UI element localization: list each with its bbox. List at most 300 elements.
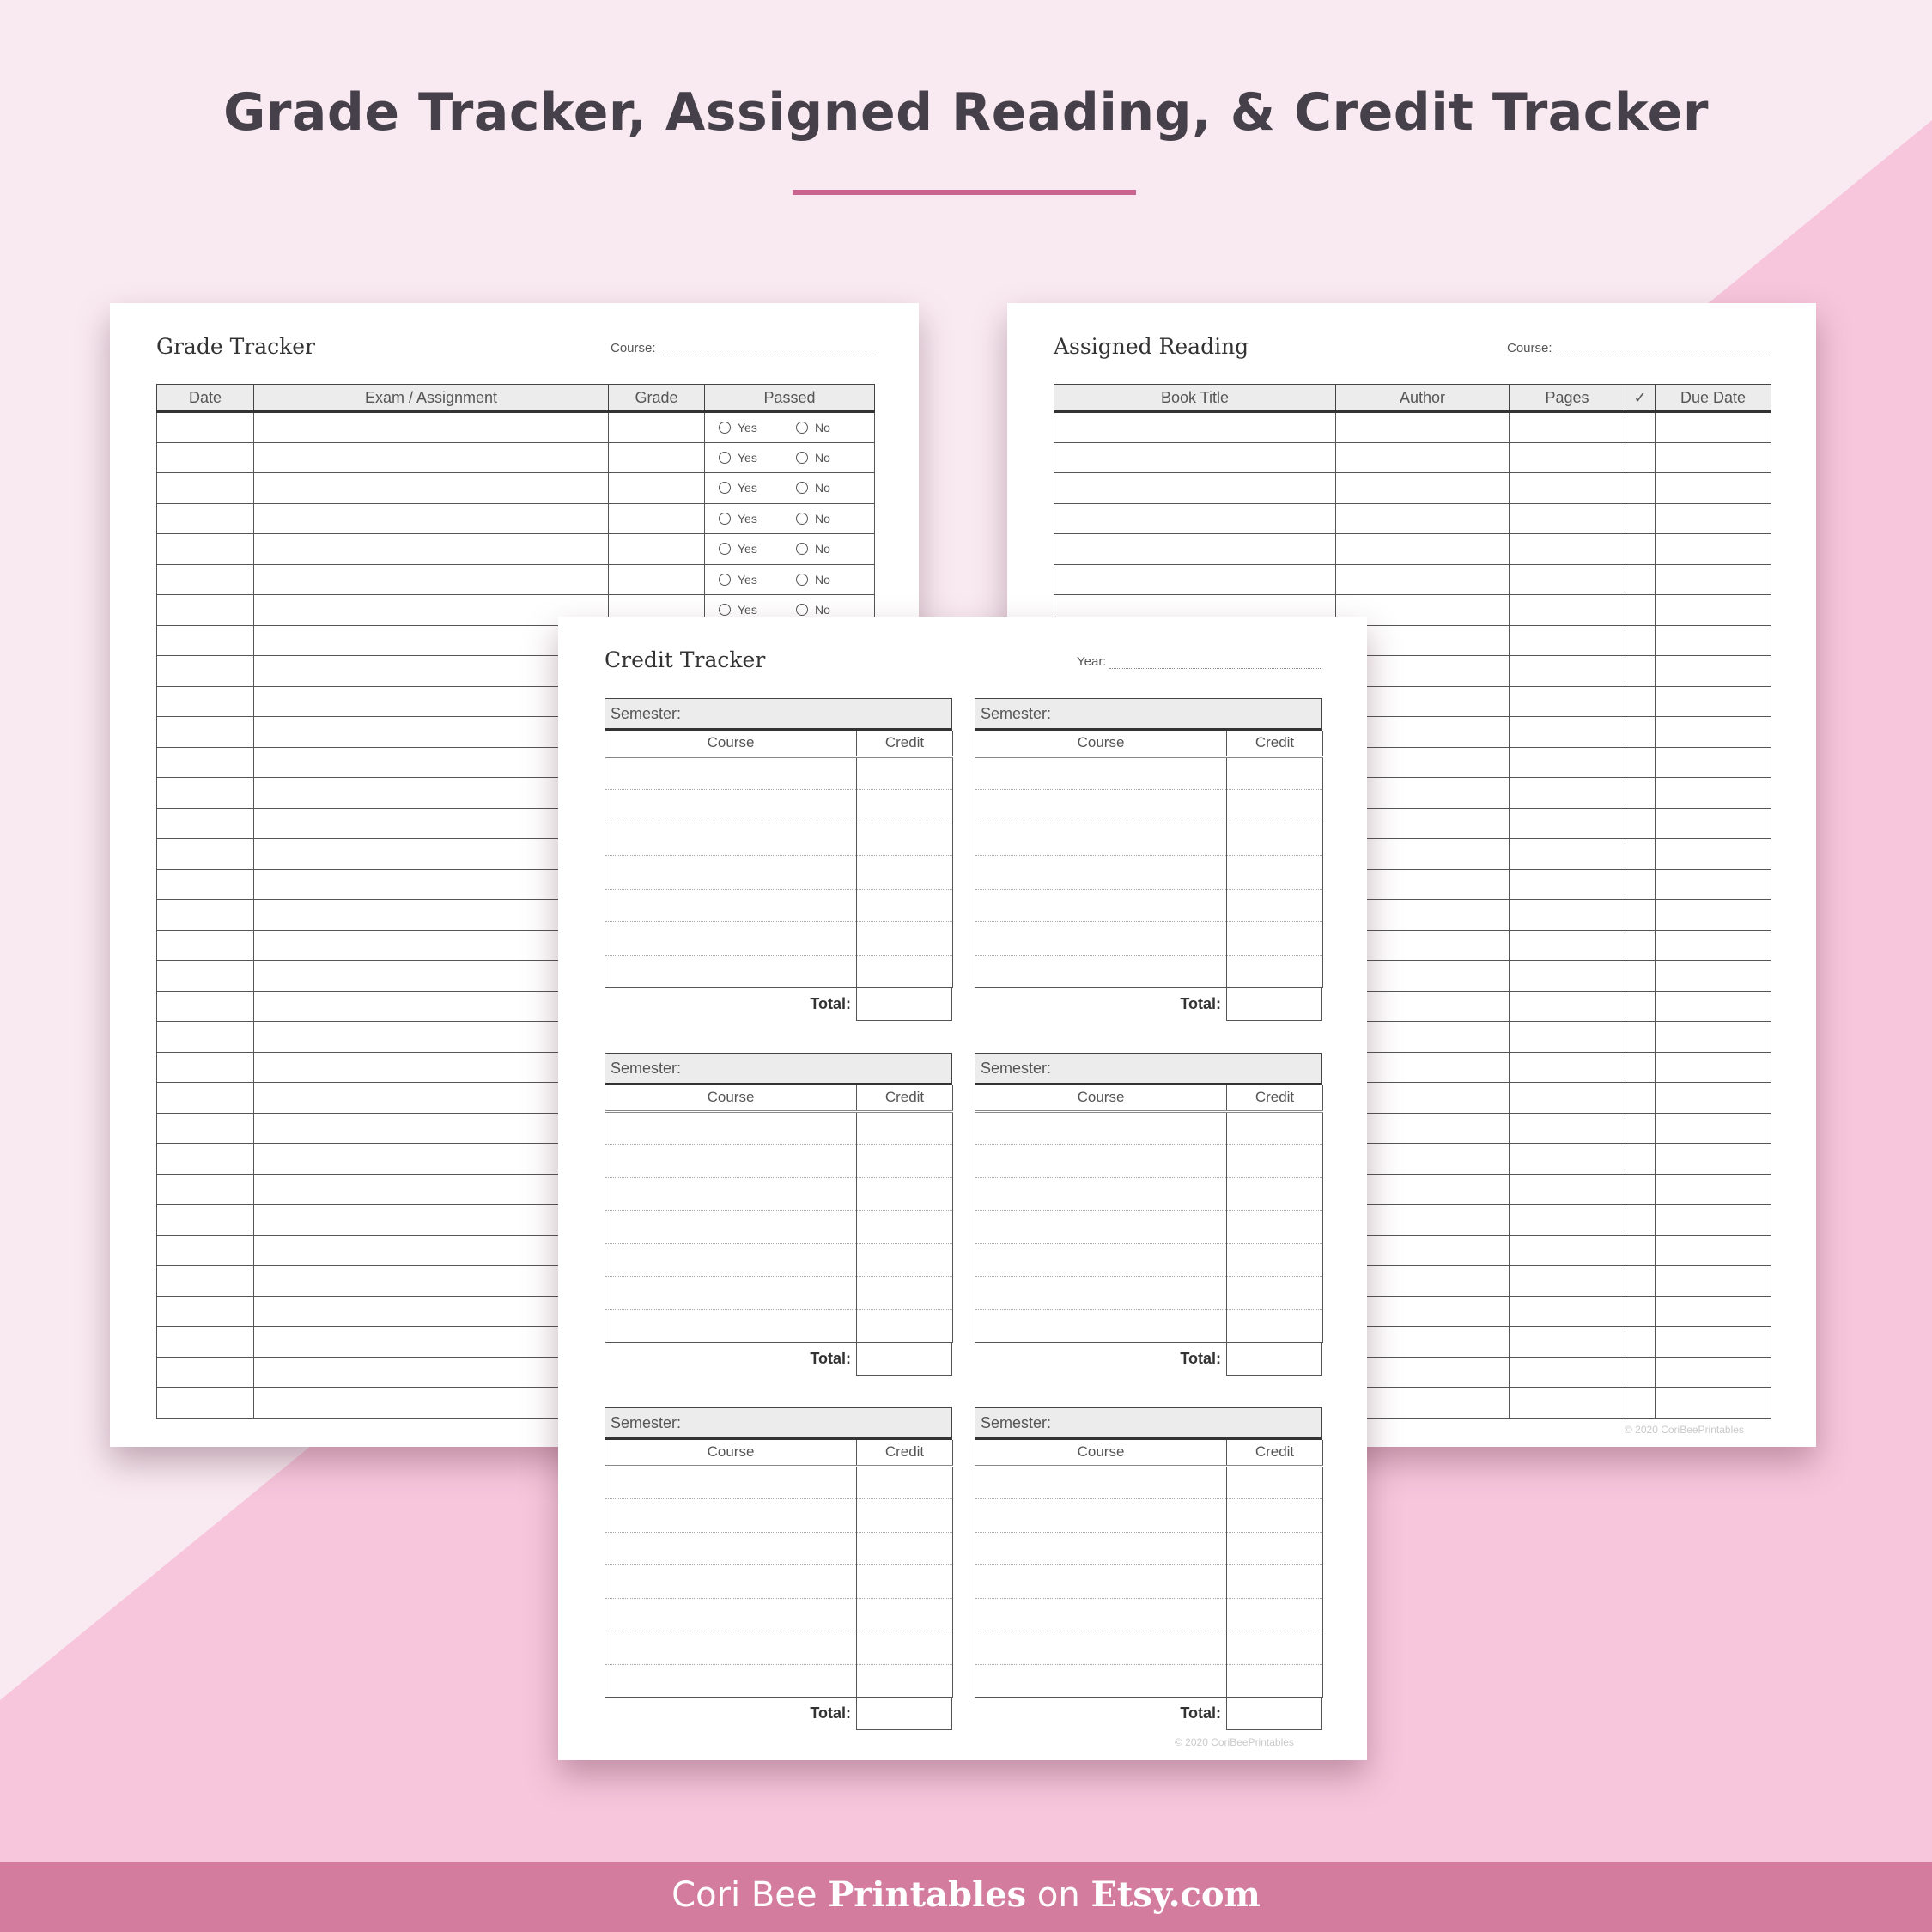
table-cell[interactable] [254, 900, 609, 931]
table-cell[interactable] [254, 747, 609, 778]
check-cell[interactable] [1625, 1266, 1656, 1297]
credit-cell[interactable] [857, 1309, 953, 1343]
course-cell[interactable] [605, 1111, 857, 1145]
table-cell[interactable] [1510, 656, 1625, 687]
check-cell[interactable] [1625, 503, 1656, 534]
table-cell[interactable] [157, 778, 254, 809]
check-cell[interactable] [1625, 1205, 1656, 1236]
table-cell[interactable] [1510, 412, 1625, 443]
table-cell[interactable] [609, 534, 705, 565]
table-cell[interactable] [254, 778, 609, 809]
table-cell[interactable] [1510, 503, 1625, 534]
check-cell[interactable] [1625, 1144, 1656, 1175]
table-cell[interactable] [1656, 1113, 1771, 1144]
table-cell[interactable] [254, 656, 609, 687]
semester-header[interactable] [975, 698, 1322, 731]
table-cell[interactable] [157, 1235, 254, 1266]
course-cell[interactable] [975, 922, 1227, 956]
course-cell[interactable] [605, 790, 857, 823]
table-cell[interactable] [1656, 900, 1771, 931]
semester-header[interactable] [605, 698, 952, 731]
table-cell[interactable] [1656, 961, 1771, 992]
course-cell[interactable] [605, 1565, 857, 1599]
course-cell[interactable] [605, 1499, 857, 1533]
table-cell[interactable] [1510, 1052, 1625, 1083]
table-cell[interactable] [157, 991, 254, 1022]
table-cell[interactable] [157, 1266, 254, 1297]
table-cell[interactable] [157, 1174, 254, 1205]
credit-cell[interactable] [1227, 1466, 1323, 1499]
table-cell[interactable] [157, 473, 254, 504]
credit-cell[interactable] [1227, 756, 1323, 790]
check-cell[interactable] [1625, 534, 1656, 565]
table-cell[interactable] [1656, 686, 1771, 717]
table-cell[interactable] [1656, 1052, 1771, 1083]
table-cell[interactable] [1510, 1144, 1625, 1175]
check-cell[interactable] [1625, 1052, 1656, 1083]
check-cell[interactable] [1625, 412, 1656, 443]
check-cell[interactable] [1625, 1296, 1656, 1327]
table-cell[interactable] [609, 412, 705, 443]
check-cell[interactable] [1625, 900, 1656, 931]
table-cell[interactable] [1336, 564, 1510, 595]
table-cell[interactable] [157, 1296, 254, 1327]
table-cell[interactable] [254, 595, 609, 626]
table-cell[interactable] [254, 1235, 609, 1266]
table-cell[interactable] [1510, 1296, 1625, 1327]
total-field[interactable] [1226, 1343, 1322, 1376]
course-cell[interactable] [605, 955, 857, 988]
no-radio[interactable] [796, 604, 808, 616]
table-cell[interactable] [157, 808, 254, 839]
course-cell[interactable] [605, 889, 857, 922]
table-cell[interactable] [254, 1327, 609, 1358]
table-cell[interactable] [1054, 442, 1336, 473]
table-cell[interactable] [1510, 625, 1625, 656]
table-cell[interactable] [157, 1205, 254, 1236]
table-cell[interactable] [1510, 534, 1625, 565]
table-cell[interactable] [1054, 564, 1336, 595]
no-radio[interactable] [796, 482, 808, 494]
course-cell[interactable] [605, 1211, 857, 1244]
semester-header[interactable] [975, 1407, 1322, 1440]
table-cell[interactable] [1656, 778, 1771, 809]
credit-cell[interactable] [857, 1145, 953, 1178]
course-cell[interactable] [605, 1309, 857, 1343]
table-cell[interactable] [1510, 595, 1625, 626]
credit-cell[interactable] [1227, 1145, 1323, 1178]
table-cell[interactable] [1510, 1113, 1625, 1144]
check-cell[interactable] [1625, 991, 1656, 1022]
table-cell[interactable] [1656, 930, 1771, 961]
credit-cell[interactable] [1227, 823, 1323, 856]
credit-cell[interactable] [857, 790, 953, 823]
table-cell[interactable] [1510, 564, 1625, 595]
table-cell[interactable] [254, 1113, 609, 1144]
table-cell[interactable] [1510, 1174, 1625, 1205]
table-cell[interactable] [254, 1144, 609, 1175]
credit-cell[interactable] [1227, 1631, 1323, 1665]
check-cell[interactable] [1625, 747, 1656, 778]
semester-header[interactable] [605, 1407, 952, 1440]
table-cell[interactable] [157, 747, 254, 778]
table-cell[interactable] [254, 412, 609, 443]
credit-cell[interactable] [1227, 1532, 1323, 1565]
course-cell[interactable] [975, 1466, 1227, 1499]
table-cell[interactable] [157, 625, 254, 656]
table-cell[interactable] [1336, 473, 1510, 504]
table-cell[interactable] [1656, 1022, 1771, 1053]
table-cell[interactable] [1054, 534, 1336, 565]
course-cell[interactable] [975, 1177, 1227, 1211]
yes-radio[interactable] [719, 604, 731, 616]
table-cell[interactable] [609, 442, 705, 473]
table-cell[interactable] [157, 656, 254, 687]
check-cell[interactable] [1625, 686, 1656, 717]
course-cell[interactable] [605, 1277, 857, 1310]
credit-cell[interactable] [1227, 856, 1323, 890]
table-cell[interactable] [254, 625, 609, 656]
credit-cell[interactable] [857, 1211, 953, 1244]
course-cell[interactable] [975, 1565, 1227, 1599]
table-cell[interactable] [1336, 412, 1510, 443]
credit-cell[interactable] [857, 823, 953, 856]
table-cell[interactable] [1656, 1266, 1771, 1297]
credit-cell[interactable] [1227, 889, 1323, 922]
course-cell[interactable] [975, 823, 1227, 856]
course-cell[interactable] [605, 1177, 857, 1211]
course-cell[interactable] [605, 1631, 857, 1665]
no-radio[interactable] [796, 513, 808, 525]
credit-cell[interactable] [857, 856, 953, 890]
credit-cell[interactable] [857, 1111, 953, 1145]
credit-cell[interactable] [857, 1532, 953, 1565]
check-cell[interactable] [1625, 564, 1656, 595]
table-cell[interactable] [157, 1022, 254, 1053]
no-radio[interactable] [796, 452, 808, 464]
table-cell[interactable] [157, 930, 254, 961]
course-cell[interactable] [605, 1466, 857, 1499]
check-cell[interactable] [1625, 1113, 1656, 1144]
check-cell[interactable] [1625, 595, 1656, 626]
table-cell[interactable] [1510, 1327, 1625, 1358]
table-cell[interactable] [1336, 503, 1510, 534]
credit-cell[interactable] [857, 922, 953, 956]
course-cell[interactable] [605, 756, 857, 790]
table-cell[interactable] [254, 961, 609, 992]
credit-cell[interactable] [857, 1664, 953, 1698]
course-cell[interactable] [605, 1532, 857, 1565]
table-cell[interactable] [157, 1144, 254, 1175]
table-cell[interactable] [1336, 442, 1510, 473]
table-cell[interactable] [157, 1083, 254, 1114]
credit-cell[interactable] [1227, 1664, 1323, 1698]
course-cell[interactable] [975, 1243, 1227, 1277]
credit-cell[interactable] [857, 1565, 953, 1599]
course-cell[interactable] [605, 1598, 857, 1631]
table-cell[interactable] [157, 595, 254, 626]
course-cell[interactable] [975, 756, 1227, 790]
check-cell[interactable] [1625, 1327, 1656, 1358]
semester-header[interactable] [605, 1053, 952, 1085]
credit-cell[interactable] [1227, 922, 1323, 956]
table-cell[interactable] [254, 1174, 609, 1205]
table-cell[interactable] [1510, 808, 1625, 839]
credit-cell[interactable] [857, 955, 953, 988]
check-cell[interactable] [1625, 778, 1656, 809]
table-cell[interactable] [1656, 1235, 1771, 1266]
table-cell[interactable] [254, 534, 609, 565]
credit-cell[interactable] [1227, 1598, 1323, 1631]
course-cell[interactable] [975, 1631, 1227, 1665]
table-cell[interactable] [1510, 778, 1625, 809]
semester-header[interactable] [975, 1053, 1322, 1085]
table-cell[interactable] [1656, 442, 1771, 473]
table-cell[interactable] [1336, 534, 1510, 565]
table-cell[interactable] [157, 442, 254, 473]
course-cell[interactable] [975, 1532, 1227, 1565]
table-cell[interactable] [157, 961, 254, 992]
yes-radio[interactable] [719, 513, 731, 525]
total-field[interactable] [856, 1343, 952, 1376]
table-cell[interactable] [1054, 412, 1336, 443]
table-cell[interactable] [1054, 473, 1336, 504]
table-cell[interactable] [254, 1022, 609, 1053]
course-cell[interactable] [605, 922, 857, 956]
course-cell[interactable] [975, 955, 1227, 988]
table-cell[interactable] [157, 1113, 254, 1144]
credit-cell[interactable] [1227, 1243, 1323, 1277]
course-cell[interactable] [975, 1309, 1227, 1343]
year-field[interactable] [1109, 668, 1321, 669]
course-cell[interactable] [605, 1243, 857, 1277]
table-cell[interactable] [1656, 839, 1771, 870]
table-cell[interactable] [1510, 900, 1625, 931]
course-cell[interactable] [975, 856, 1227, 890]
table-cell[interactable] [1510, 1022, 1625, 1053]
no-radio[interactable] [796, 574, 808, 586]
table-cell[interactable] [1510, 717, 1625, 748]
table-cell[interactable] [1656, 625, 1771, 656]
table-cell[interactable] [1656, 1144, 1771, 1175]
check-cell[interactable] [1625, 442, 1656, 473]
table-cell[interactable] [1656, 1296, 1771, 1327]
table-cell[interactable] [1510, 1083, 1625, 1114]
table-cell[interactable] [1656, 1174, 1771, 1205]
check-cell[interactable] [1625, 869, 1656, 900]
table-cell[interactable] [1510, 839, 1625, 870]
table-cell[interactable] [157, 1388, 254, 1419]
course-cell[interactable] [605, 1664, 857, 1698]
credit-cell[interactable] [1227, 1211, 1323, 1244]
table-cell[interactable] [254, 717, 609, 748]
table-cell[interactable] [254, 1052, 609, 1083]
credit-cell[interactable] [1227, 1309, 1323, 1343]
yes-radio[interactable] [719, 574, 731, 586]
table-cell[interactable] [1656, 1388, 1771, 1419]
check-cell[interactable] [1625, 717, 1656, 748]
table-cell[interactable] [157, 839, 254, 870]
course-cell[interactable] [605, 823, 857, 856]
table-cell[interactable] [1510, 1235, 1625, 1266]
check-cell[interactable] [1625, 625, 1656, 656]
table-cell[interactable] [254, 473, 609, 504]
table-cell[interactable] [254, 991, 609, 1022]
check-cell[interactable] [1625, 1357, 1656, 1388]
table-cell[interactable] [609, 564, 705, 595]
credit-cell[interactable] [1227, 1177, 1323, 1211]
course-cell[interactable] [605, 1145, 857, 1178]
check-cell[interactable] [1625, 1388, 1656, 1419]
course-cell[interactable] [975, 1277, 1227, 1310]
table-cell[interactable] [1656, 564, 1771, 595]
table-cell[interactable] [1656, 1083, 1771, 1114]
table-cell[interactable] [254, 1388, 609, 1419]
credit-cell[interactable] [1227, 955, 1323, 988]
check-cell[interactable] [1625, 839, 1656, 870]
credit-cell[interactable] [857, 1243, 953, 1277]
table-cell[interactable] [254, 839, 609, 870]
table-cell[interactable] [254, 442, 609, 473]
no-radio[interactable] [796, 543, 808, 555]
course-cell[interactable] [605, 856, 857, 890]
table-cell[interactable] [1656, 869, 1771, 900]
check-cell[interactable] [1625, 961, 1656, 992]
check-cell[interactable] [1625, 656, 1656, 687]
credit-cell[interactable] [1227, 1499, 1323, 1533]
credit-cell[interactable] [857, 1466, 953, 1499]
table-cell[interactable] [254, 1296, 609, 1327]
table-cell[interactable] [705, 503, 875, 534]
course-cell[interactable] [975, 1211, 1227, 1244]
table-cell[interactable] [254, 869, 609, 900]
credit-cell[interactable] [857, 889, 953, 922]
table-cell[interactable] [1510, 1266, 1625, 1297]
table-cell[interactable] [1510, 747, 1625, 778]
course-cell[interactable] [975, 1598, 1227, 1631]
check-cell[interactable] [1625, 930, 1656, 961]
check-cell[interactable] [1625, 808, 1656, 839]
total-field[interactable] [1226, 1698, 1322, 1730]
table-cell[interactable] [157, 1357, 254, 1388]
table-cell[interactable] [157, 869, 254, 900]
table-cell[interactable] [157, 717, 254, 748]
table-cell[interactable] [705, 564, 875, 595]
table-cell[interactable] [157, 564, 254, 595]
footer-etsy-link[interactable]: Etsy.com [1091, 1874, 1261, 1915]
table-cell[interactable] [1656, 656, 1771, 687]
credit-cell[interactable] [857, 1598, 953, 1631]
table-cell[interactable] [254, 564, 609, 595]
table-cell[interactable] [1510, 1357, 1625, 1388]
table-cell[interactable] [1656, 991, 1771, 1022]
check-cell[interactable] [1625, 1235, 1656, 1266]
table-cell[interactable] [157, 1327, 254, 1358]
credit-cell[interactable] [857, 756, 953, 790]
table-cell[interactable] [157, 686, 254, 717]
table-cell[interactable] [1510, 473, 1625, 504]
course-cell[interactable] [975, 1145, 1227, 1178]
credit-cell[interactable] [1227, 1111, 1323, 1145]
table-cell[interactable] [1656, 717, 1771, 748]
table-cell[interactable] [254, 930, 609, 961]
table-cell[interactable] [254, 808, 609, 839]
table-cell[interactable] [1510, 686, 1625, 717]
table-cell[interactable] [1656, 1205, 1771, 1236]
credit-cell[interactable] [857, 1177, 953, 1211]
table-cell[interactable] [157, 900, 254, 931]
table-cell[interactable] [1510, 961, 1625, 992]
yes-radio[interactable] [719, 482, 731, 494]
table-cell[interactable] [1656, 1357, 1771, 1388]
table-cell[interactable] [705, 412, 875, 443]
credit-cell[interactable] [1227, 1565, 1323, 1599]
table-cell[interactable] [609, 503, 705, 534]
course-cell[interactable] [975, 1111, 1227, 1145]
table-cell[interactable] [254, 686, 609, 717]
table-cell[interactable] [1656, 412, 1771, 443]
credit-cell[interactable] [857, 1277, 953, 1310]
table-cell[interactable] [1656, 1327, 1771, 1358]
table-cell[interactable] [1510, 442, 1625, 473]
table-cell[interactable] [1054, 503, 1336, 534]
course-cell[interactable] [975, 889, 1227, 922]
table-cell[interactable] [254, 1083, 609, 1114]
credit-cell[interactable] [857, 1631, 953, 1665]
table-cell[interactable] [157, 412, 254, 443]
course-cell[interactable] [975, 1499, 1227, 1533]
table-cell[interactable] [1510, 930, 1625, 961]
credit-cell[interactable] [857, 1499, 953, 1533]
table-cell[interactable] [705, 442, 875, 473]
table-cell[interactable] [1510, 1205, 1625, 1236]
table-cell[interactable] [1656, 747, 1771, 778]
check-cell[interactable] [1625, 1022, 1656, 1053]
table-cell[interactable] [1656, 503, 1771, 534]
table-cell[interactable] [157, 503, 254, 534]
no-radio[interactable] [796, 422, 808, 434]
yes-radio[interactable] [719, 452, 731, 464]
yes-radio[interactable] [719, 422, 731, 434]
table-cell[interactable] [254, 1357, 609, 1388]
table-cell[interactable] [1656, 595, 1771, 626]
table-cell[interactable] [1656, 534, 1771, 565]
total-field[interactable] [856, 988, 952, 1021]
check-cell[interactable] [1625, 1174, 1656, 1205]
table-cell[interactable] [705, 534, 875, 565]
table-cell[interactable] [254, 1205, 609, 1236]
table-cell[interactable] [1656, 473, 1771, 504]
table-cell[interactable] [705, 473, 875, 504]
course-cell[interactable] [975, 1664, 1227, 1698]
table-cell[interactable] [254, 1266, 609, 1297]
total-field[interactable] [856, 1698, 952, 1730]
table-cell[interactable] [609, 473, 705, 504]
credit-cell[interactable] [1227, 1277, 1323, 1310]
yes-radio[interactable] [719, 543, 731, 555]
table-cell[interactable] [254, 503, 609, 534]
table-cell[interactable] [1656, 808, 1771, 839]
credit-cell[interactable] [1227, 790, 1323, 823]
check-cell[interactable] [1625, 1083, 1656, 1114]
table-cell[interactable] [1510, 869, 1625, 900]
table-cell[interactable] [1510, 1388, 1625, 1419]
course-cell[interactable] [975, 790, 1227, 823]
total-field[interactable] [1226, 988, 1322, 1021]
table-cell[interactable] [157, 1052, 254, 1083]
check-cell[interactable] [1625, 473, 1656, 504]
table-cell[interactable] [1510, 991, 1625, 1022]
